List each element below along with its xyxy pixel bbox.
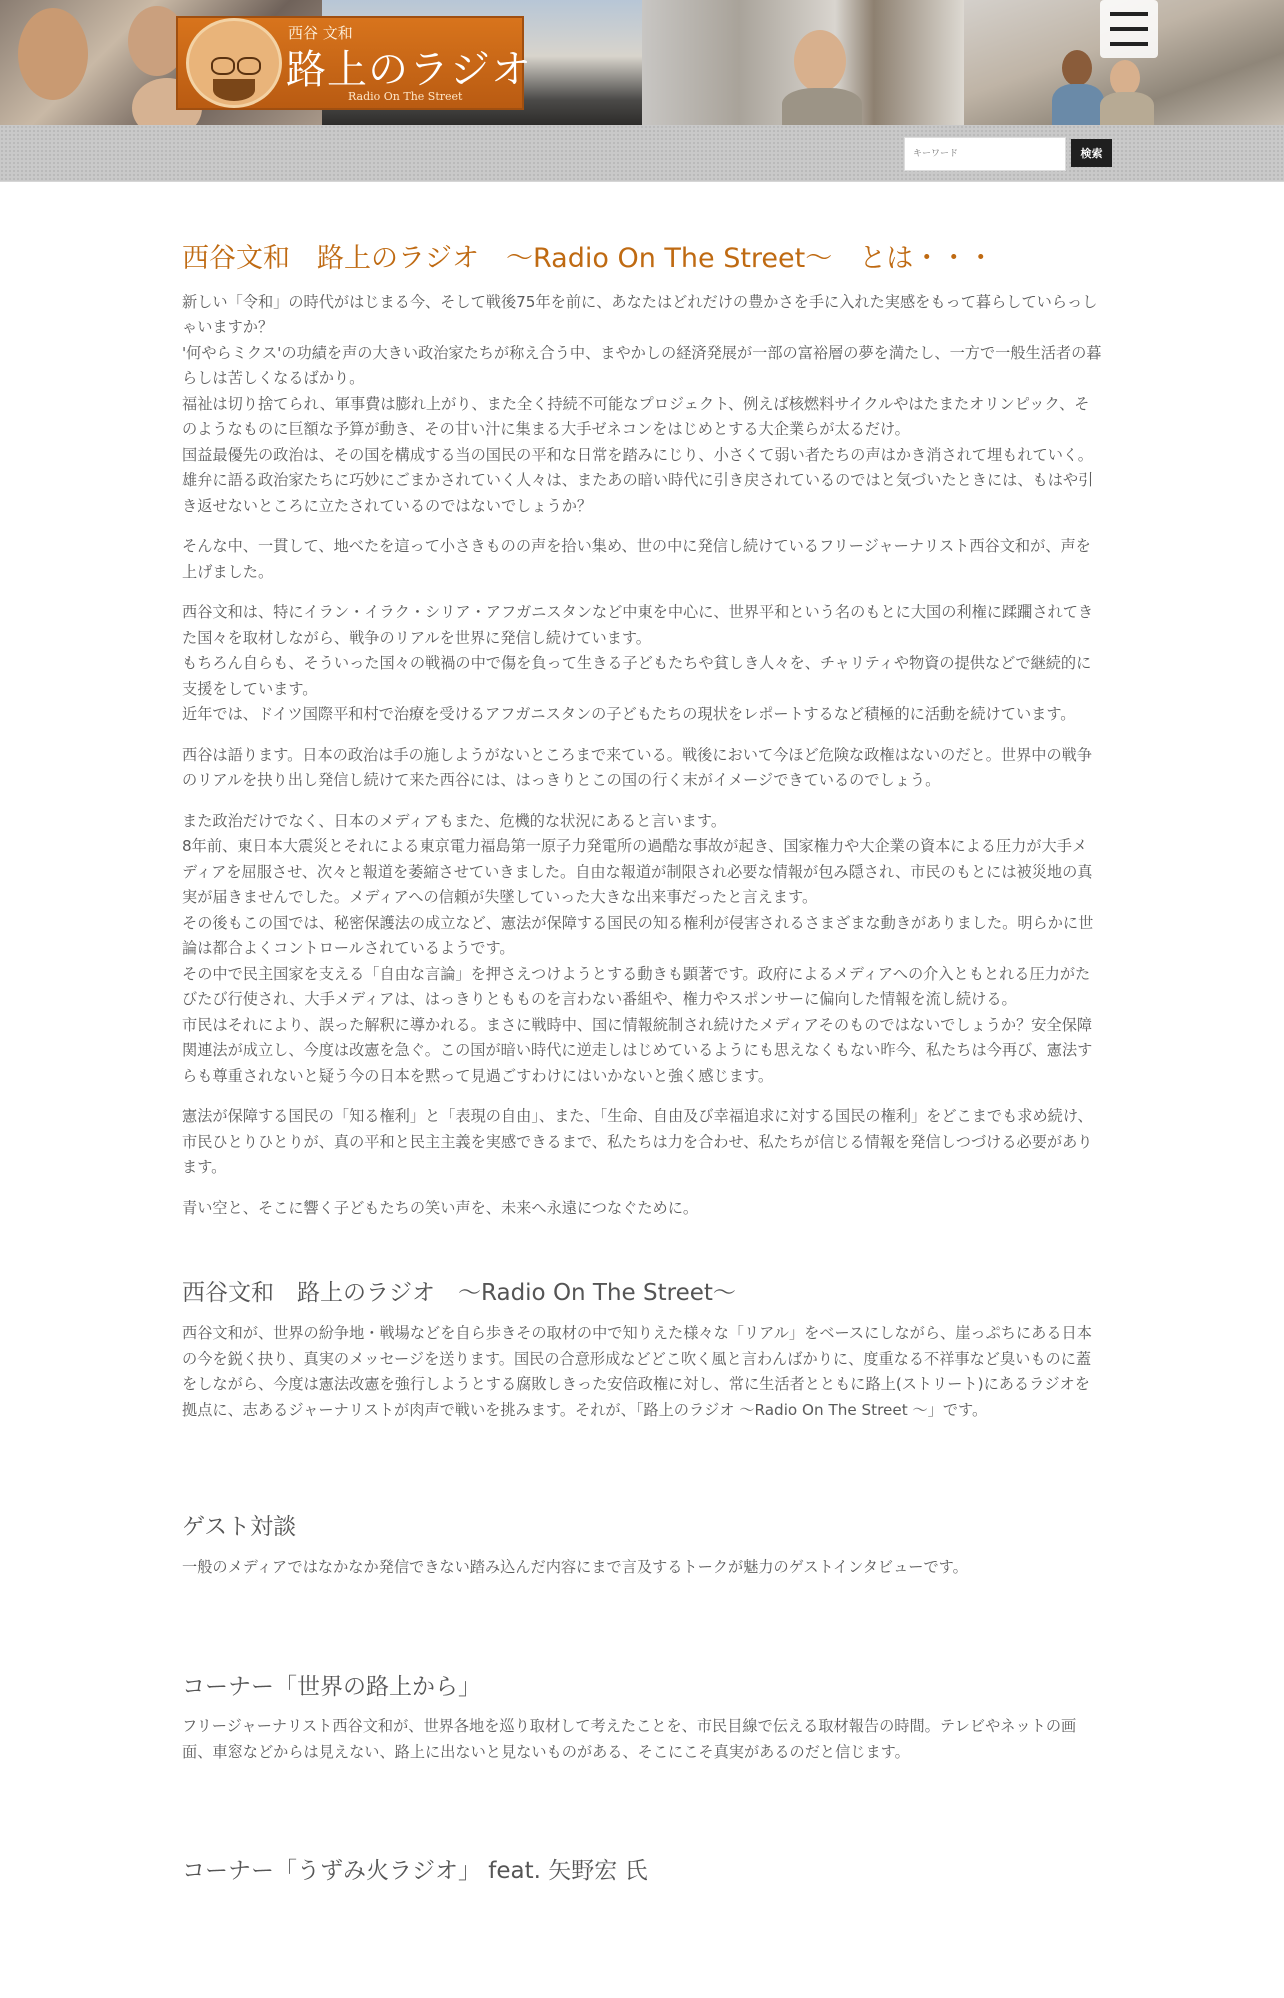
search-button[interactable]: 検索	[1071, 139, 1112, 167]
header-photo-portrait	[642, 0, 964, 125]
section-title: コーナー「世界の路上から」	[182, 1673, 481, 1700]
child-face	[18, 8, 88, 100]
page-title: 西谷文和 路上のラジオ 〜Radio On The Street〜 とは・・・	[182, 243, 995, 274]
paragraph-line: 国益最優先の政治は、その国を構成する当の国民の平和な日常を踏みにじり、小さくて弱い者たちの声はかき消されて埋もれていく。	[182, 445, 1093, 464]
logo-portrait-icon	[186, 18, 282, 108]
section-text: フリージャーナリスト西谷文和が、世界各地を巡り取材して考えたことを、市民目線で伝える取材報告の時間。テレビやネットの画面、車窓などからは見えない、路上に出ないと見ないものがある、そこにこそ真実があるのだと信じます。	[182, 1717, 1077, 1761]
paragraph-line: 西谷文和は、特にイラン・イラク・シリア・アフガニスタンなど中東を中心に、世界平和という名のもとに大国の利権に蹂躙されてきた国々を取材しながら、戦争のリアルを世界に発信し続けています。	[182, 603, 1094, 647]
paragraph-line: '何やらミクス'の功績を声の大きい政治家たちが称え合う中、まやかしの経済発展が一部の富裕層の夢を満たし、一方で一般生活者の暮らしは苦しくなるばかり。	[182, 343, 1102, 388]
content-section	[182, 1857, 1102, 1887]
paragraph-line: その後もこの国では、秘密保護法の成立など、憲法が保障する国民の知る権利が侵害されるさまざまな動きがありました。明らかに世論は都合よくコントロールされているようです。	[182, 913, 1094, 958]
paragraph-line: 近年では、ドイツ国際平和村で治療を受けるアフガニスタンの子どもたちの現状をレポートするなど積極的に活動を続けています。	[182, 705, 1076, 724]
intro-paragraph	[182, 809, 1102, 1090]
man-shirt	[782, 88, 862, 125]
paragraph-line: 新しい「令和」の時代がはじまる今、そして戦後75年を前に、あなたはどれだけの豊かさを手に入れた実感をもって暮らしていらっしゃいますか？	[182, 292, 1098, 337]
intro-text	[182, 290, 1102, 1222]
paragraph-line: 福祉は切り捨てられ、軍事費は膨れ上がり、また全く持続不可能なプロジェクト、例えば核燃料サイクルやはたまたオリンピック、そのようなものに巨額な予算が動き、その甘い汁に集まる大手ゼネコンをはじめとする大企業らが太るだけ。	[182, 394, 1090, 439]
search-bar	[0, 125, 1284, 182]
hamburger-menu-icon[interactable]	[1100, 0, 1158, 58]
paragraph-line: 西谷は語ります。日本の政治は手の施しようがないところまで来ている。戦後において今ほど危険な政権はないのだと。世界中の戦争のリアルを抉り出し発信し続けて来た西谷には、はっきりとこの国の行く末がイメージできているのでしょう。	[182, 745, 1093, 790]
paragraph-line: 雄弁に語る政治家たちに巧妙にごまかされていく人々は、またあの暗い時代に引き戻されているのではと気づいたときには、もはや引き返せないところに立たされているのではないでしょうか？	[182, 471, 1094, 515]
content-section	[182, 1513, 1102, 1580]
paragraph-line: 8年前、東日本大震災とそれによる東京電力福島第一原子力発電所の過酷な事故が起き、国家権力や大企業の資本による圧力が大手メディアを屈服させ、次々と報道を萎縮させていきました。自由な報道が制限され必要な情報が包み隠され、市民のもとには被災地の真実が届きませんでした。メディアへの信頼が失墜していった大きな出来事だったと言えます。	[182, 837, 1093, 907]
main-content	[182, 240, 1102, 1899]
intro-paragraph	[182, 1104, 1102, 1181]
intro-paragraph	[182, 743, 1102, 794]
paragraph-line: 市民はそれにより、誤った解釈に導かれる。まさに戦時中、国に情報統制され続けたメディアそのものではないでしょうか？安全保障関連法が成立し、今度は改憲を急ぐ。この国が暗い時代に逆走しはじめているようにも思えなくもない昨今、私たちは今再び、憲法すらも尊重されないと疑う今の日本を黙って見過ごすわけにはいかないと強く感じます。	[182, 1015, 1093, 1085]
paragraph-line: 憲法が保障する国民の「知る権利」と「表現の自由」、また、「生命、自由及び幸福追求に対する国民の権利」をどこまでも求め続け、市民ひとりひとりが、真の平和と民主主義を実感できるまで、私たちは力を合わせ、私たちが信じる情報を発信しつづける必要があります。	[182, 1107, 1093, 1177]
person-face	[1062, 50, 1092, 86]
site-logo[interactable]	[176, 16, 532, 110]
person-shirt	[1052, 84, 1104, 125]
intro-paragraph	[182, 290, 1102, 520]
paragraph-line: もちろん自らも、そういった国々の戦禍の中で傷を負って生きる子どもたちや貧しき人々を、チャリティや物資の提供などで継続的に支援をしています。	[182, 654, 1092, 698]
header-banner	[0, 0, 1284, 125]
person-face	[1110, 60, 1140, 96]
search-input[interactable]	[904, 137, 1066, 171]
paragraph-line: その中で民主国家を支える「自由な言論」を押さえつけようとする動きも顕著です。政府によるメディアへの介入ともとれる圧力がたびたび行使され、大手メディアは、はっきりともものを言わない番組や、権力やスポンサーに偏向した情報を流し続ける。	[182, 964, 1091, 1009]
intro-paragraph	[182, 600, 1102, 728]
logo-subtitle: Radio On The Street	[348, 90, 463, 103]
intro-paragraph	[182, 534, 1102, 585]
paragraph-line: また政治だけでなく、日本のメディアもまた、危機的な状況にあると言います。	[182, 811, 727, 830]
content-section	[182, 1673, 1102, 1766]
paragraph-line: 青い空と、そこに響く子どもたちの笑い声を、未来へ永遠につなぐために。	[182, 1198, 699, 1217]
content-section	[182, 1279, 1102, 1423]
section-title: ゲスト対談	[182, 1514, 297, 1541]
logo-title: 路上のラジオ	[286, 47, 532, 93]
intro-paragraph	[182, 1196, 1102, 1222]
paragraph-line: そんな中、一貫して、地べたを這って小さきものの声を拾い集め、世の中に発信し続けているフリージャーナリスト西谷文和が、声を上げました。	[182, 537, 1091, 581]
section-title: コーナー「うずみ火ラジオ」 feat. 矢野宏 氏	[182, 1858, 648, 1885]
person-shirt	[1100, 92, 1154, 125]
section-text: 西谷文和が、世界の紛争地・戦場などを自ら歩きその取材の中で知りえた様々な「リアル」をベースにしながら、崖っぷちにある日本の今を鋭く抉り、真実のメッセージを送ります。国民の合意形成などどこ吹く風と言わんばかりに、度重なる不祥事など臭いものに蓋をしながら、今度は憲法改憲を強行しようとする腐敗しきった安倍政権に対し、常に生活者とともに路上(ストリート)にあるラジオを拠点に、志あるジャーナリストが肉声で戦いを挑みます。それが、「路上のラジオ 〜Radio On The Street 〜」です。	[182, 1324, 1092, 1419]
section-title: 西谷文和 路上のラジオ 〜Radio On The Street〜	[182, 1280, 736, 1307]
section-text: 一般のメディアではなかなか発信できない踏み込んだ内容にまで言及するトークが魅力のゲストインタビューです。	[182, 1558, 968, 1577]
logo-small-text: 西谷 文和	[288, 24, 353, 42]
man-face	[794, 30, 846, 92]
